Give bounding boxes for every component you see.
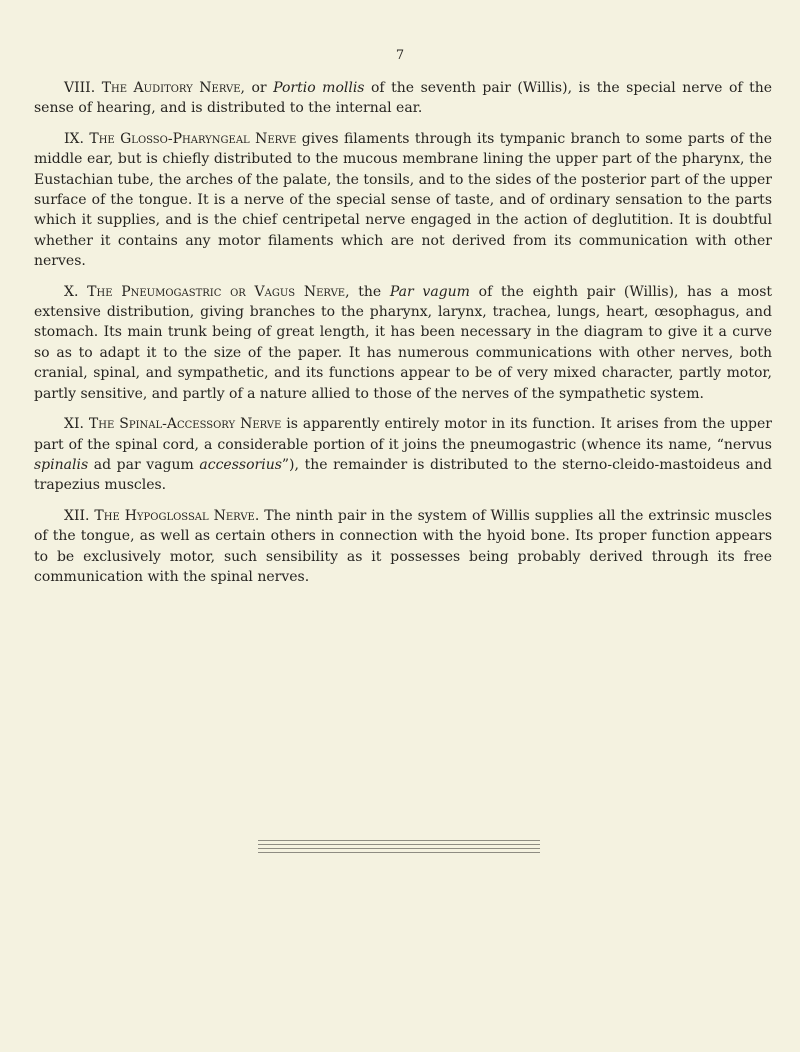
divider-rule xyxy=(258,848,540,849)
paragraph-ix xyxy=(34,129,772,272)
paragraph-viii xyxy=(34,78,772,119)
italic-run: Par vagum xyxy=(389,283,470,300)
section-number: IX. xyxy=(64,130,84,147)
text-run: ad par vagum xyxy=(88,456,200,473)
text-run: . The ninth pair in the system of Willis supplies all the extrinsic muscles of the tongue, as well as certain others in connection with the hyoid bone. Its proper function appears to be exclusively motor, such sensibility as it possesses being probably derived through its free communication with the spinal nerves. xyxy=(34,507,772,585)
paragraph-xi xyxy=(34,414,772,496)
paragraph-x xyxy=(34,282,772,404)
text-run: of the eighth pair (Willis), has a most extensive distribution, giving branches to the pharynx, larynx, trachea, lungs, heart, œsophagus, and stomach. Its main trunk being of great length, it has been necessary in the diagram to give it a curve so as to adapt it to the size of the paper. It has numerous communications with other nerves, both cranial, spinal, and sympathetic, and its functions appear to be of very mixed character, partly motor, partly sensitive, and partly of a nature allied to those of the nerves of the sympathetic system. xyxy=(34,283,772,402)
section-number: XI. xyxy=(64,416,84,433)
italic-run: spinalis xyxy=(34,456,89,473)
section-heading: The Auditory Nerve xyxy=(101,80,241,96)
text-run: of the seventh pair (Willis), is the special nerve of the sense of hearing, and is distributed to the internal ear. xyxy=(34,80,773,117)
section-number: X. xyxy=(64,283,79,300)
section-heading: The Pneumogastric or Vagus Nerve xyxy=(87,283,346,300)
text-run: is apparently entirely motor in its function. It arises from the upper part of the spinal cord, a considerable portion of it joins the pneumogastric (whence its name, “nervus xyxy=(34,416,773,453)
document-body xyxy=(34,78,772,597)
italic-run: Portio mollis xyxy=(273,80,365,96)
text-run: ”), the remainder is distributed to the sterno-cleido-mastoideus and trapezius muscles. xyxy=(34,456,772,494)
section-heading: The Glosso-Pharyngeal Nerve xyxy=(89,130,297,147)
divider-rule xyxy=(258,844,540,845)
paragraph-xii xyxy=(34,506,772,588)
text-run: , the xyxy=(345,283,390,300)
text-run: gives filaments through its tympanic branch to some parts of the middle ear, but is chiefly distributed to the mucous membrane lining the upper part of the pharynx, the Eustachian tube, the arches of the palate, the tonsils, and to the sides of the posterior part of the upper surface of the tongue. It is a nerve of the special sense of taste, and of ordinary sensation to the parts which it supplies, and is the chief centripetal nerve engaged in the action of deglutition. It is doubtful whether it contains any motor filaments which are not derived from its communication with other nerves. xyxy=(34,130,773,270)
section-number: VIII. xyxy=(64,80,96,96)
section-heading: The Spinal-Accessory Nerve xyxy=(88,416,282,433)
section-number: XII. xyxy=(64,507,90,524)
italic-run: accessorius xyxy=(199,456,282,473)
divider-rule xyxy=(258,852,540,853)
page-number: 7 xyxy=(395,48,405,63)
section-heading: The Hypoglossal Nerve xyxy=(94,507,255,524)
divider-rule xyxy=(258,840,540,841)
text-run: , or xyxy=(240,80,274,96)
closing-rules xyxy=(258,840,540,856)
